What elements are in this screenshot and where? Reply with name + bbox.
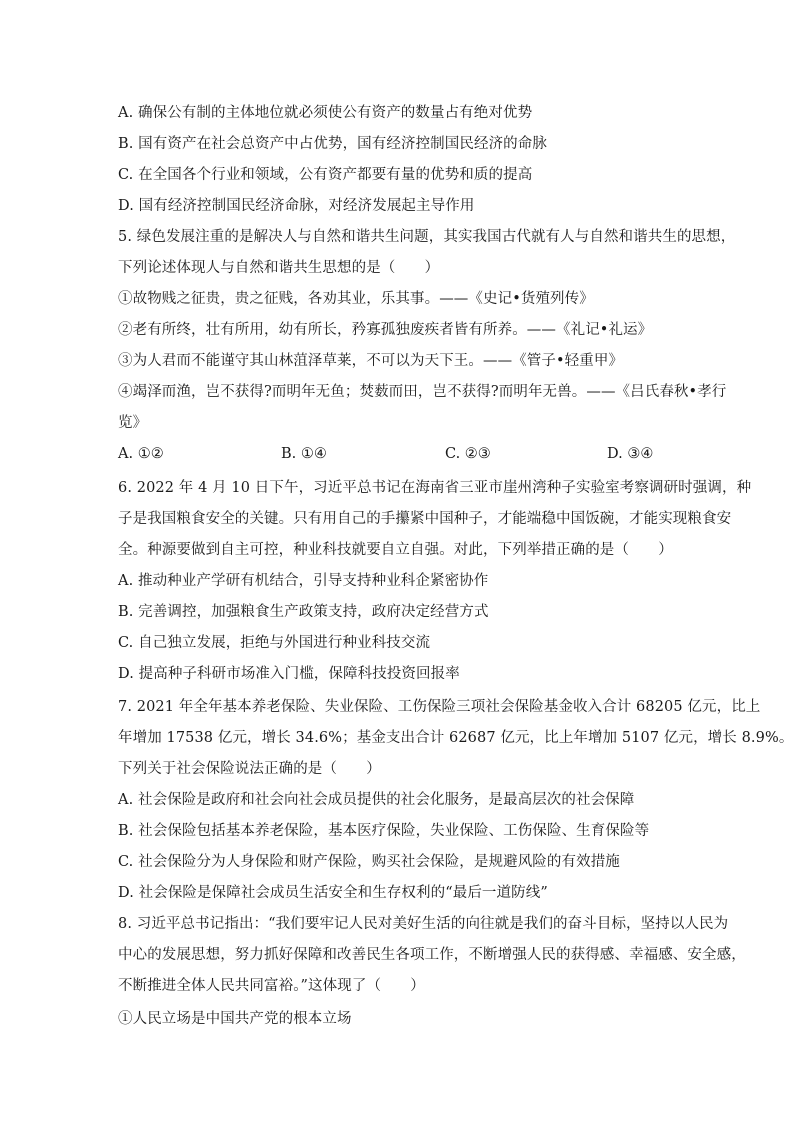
q4-option-b: B. 国有资产在社会总资产中占优势，国有经济控制国民经济的命脉 [118,136,547,152]
q8-stem-line-2: 中心的发展思想，努力抓好保障和改善民生各项工作，不断增强人民的获得感、幸福感、安全感， [118,947,746,963]
q4-option-a: A. 确保公有制的主体地位就必须使公有资产的数量占有绝对优势 [118,105,533,121]
q5-option-b: B. ①④ [281,446,327,462]
q5-stem-line-1: 5. 绿色发展注重的是解决人与自然和谐共生问题，其实我国古代就有人与自然和谐共生的思想， [118,229,736,245]
q5-statement-2: ②老有所终，壮有所用，幼有所长，矜寡孤独废疾者皆有所养。——《礼记•礼运》 [118,322,653,338]
q5-statement-4: ④竭泽而渔，岂不获得?而明年无鱼；焚薮而田，岂不获得?而明年无兽。——《吕氏春秋•孝行 [118,384,727,400]
q6-option-d: D. 提高种子科研市场准入门槛，保障科技投资回报率 [118,666,460,682]
q5-option-d: D. ③④ [607,446,654,462]
q4-option-c: C. 在全国各个行业和领域，公有资产都要有量的优势和质的提高 [118,167,533,183]
q7-stem-line-1: 7. 2021 年全年基本养老保险、失业保险、工伤保险三项社会保险基金收入合计 68205 亿元，比上 [118,699,761,715]
q4-option-d: D. 国有经济控制国民经济命脉，对经济发展起主导作用 [118,198,475,214]
q5-stem-line-2: 下列论述体现人与自然和谐共生思想的是（ ） [118,260,440,276]
q7-option-b: B. 社会保险包括基本养老保险，基本医疗保险，失业保险、工伤保险、生育保险等 [118,823,650,839]
q6-stem-line-1: 6. 2022 年 4 月 10 日下午，习近平总书记在海南省三亚市崖州湾种子实验室考察调研时强调，种 [118,480,752,496]
q6-stem-line-2: 子是我国粮食安全的关键。只有用自己的手攥紧中国种子，才能端稳中国饭碗，才能实现粮食安 [118,511,732,527]
q5-statement-1: ①故物贱之征贵，贵之征贱，各劝其业，乐其事。——《史记•货殖列传》 [118,291,594,307]
q6-option-a: A. 推动种业产学研有机结合，引导支持种业科企紧密协作 [118,573,489,589]
q8-stem-line-3: 不断推进全体人民共同富裕。”这体现了（ ） [118,978,425,994]
q7-option-c: C. 社会保险分为人身保险和财产保险，购买社会保险，是规避风险的有效措施 [118,854,620,870]
q7-option-a: A. 社会保险是政府和社会向社会成员提供的社会化服务，是最高层次的社会保障 [118,792,635,808]
q6-stem-line-3: 全。种源要做到自主可控，种业科技就要自立自强。对此，下列举措正确的是（ ） [118,542,673,558]
q8-statement-1: ①人民立场是中国共产党的根本立场 [118,1011,352,1027]
q6-option-c: C. 自己独立发展，拒绝与外国进行种业科技交流 [118,635,431,651]
q5-statement-3: ③为人君而不能谨守其山林菹泽草莱，不可以为天下王。——《管子•轻重甲》 [118,353,624,369]
q5-statement-4-continued: 览》 [118,415,148,431]
q7-stem-line-2: 年增加 17538 亿元，增长 34.6%；基金支出合计 62687 亿元，比上年增加 5107 亿元，增长 8.9%。 [118,730,794,746]
q6-option-b: B. 完善调控，加强粮食生产政策支持，政府决定经营方式 [118,604,489,620]
q7-option-d: D. 社会保险是保障社会成员生活安全和生存权利的“最后一道防线” [118,885,548,901]
q7-stem-line-3: 下列关于社会保险说法正确的是（ ） [118,761,381,777]
q5-option-a: A. ①② [118,446,164,462]
q8-stem-line-1: 8. 习近平总书记指出：“我们要牢记人民对美好生活的向往就是我们的奋斗目标，坚持以人民为 [118,916,729,932]
q5-option-c: C. ②③ [445,446,491,462]
q5-options-row [118,444,718,464]
